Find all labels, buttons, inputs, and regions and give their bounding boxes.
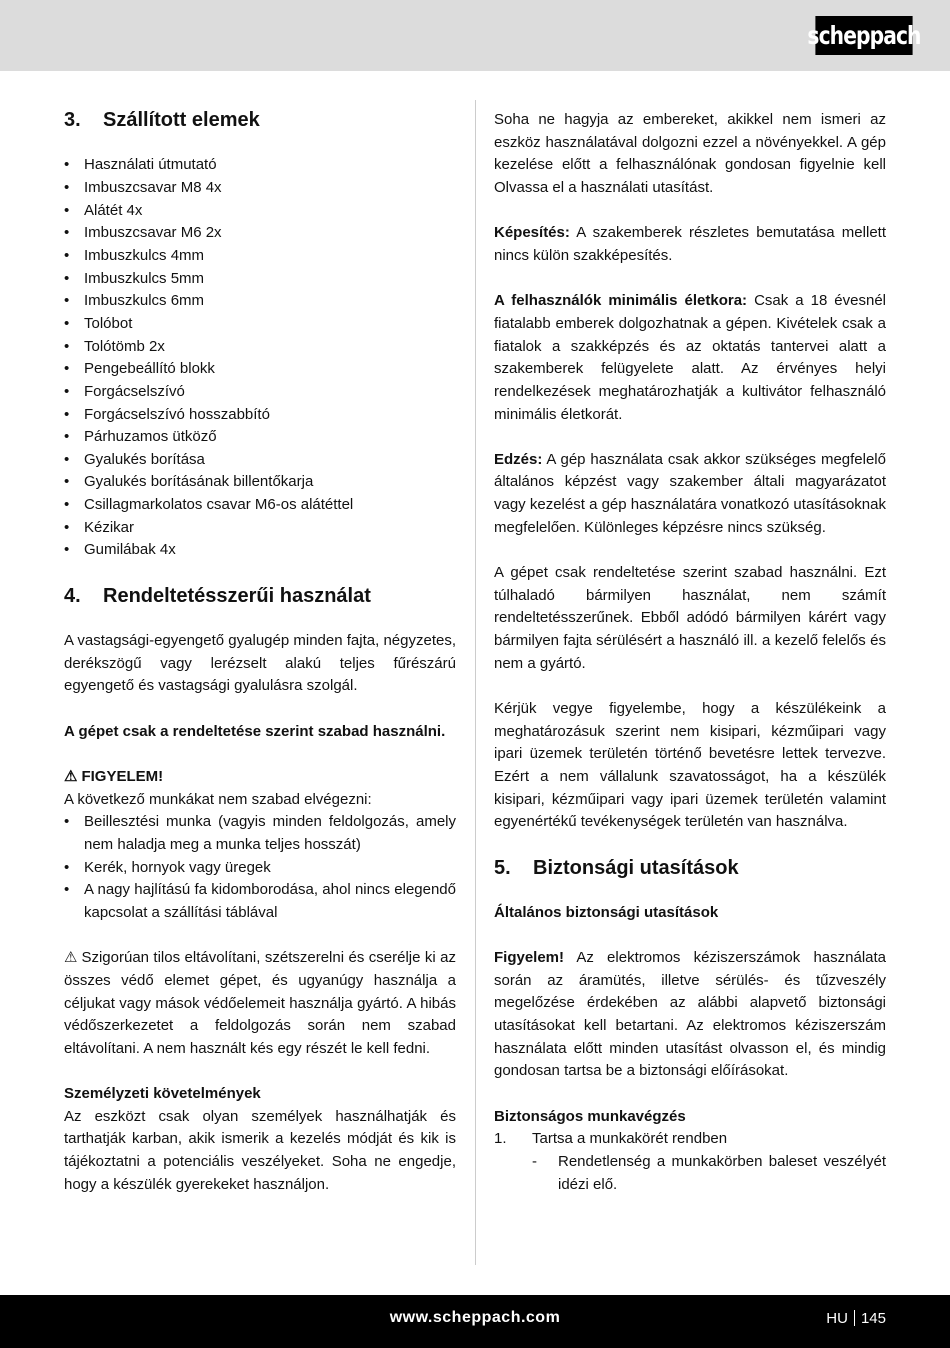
section-number: 3. bbox=[64, 109, 81, 131]
separator bbox=[854, 1310, 855, 1326]
dash-item bbox=[494, 1151, 886, 1196]
safe-work-title: Biztonságos munkavégzés bbox=[494, 1107, 686, 1125]
list-item: • Imbuszkulcs 5mm bbox=[64, 268, 456, 291]
section-title: Szállított elemek bbox=[103, 109, 260, 131]
min-age-text: Csak a 18 évesnél fiatalabb emberek dolgozhatnak a gépen. Kivételek csak a fiatalok a szakképzés és az oktatás tantervei alatt a szakemberek felügyelete alatt. Az érvényes helyi rendelkezések meghatározhatják a kultivátor felhasználó minimális életkorát. bbox=[494, 292, 887, 423]
warning-triangle-icon: ⚠ bbox=[64, 767, 78, 785]
list-item: • Gyalukés borításának billentőkarja bbox=[64, 471, 456, 494]
delivery-items-list bbox=[64, 154, 456, 562]
list-item: • Párhuzamos ütköző bbox=[64, 426, 456, 449]
list-item: • Beillesztési munka (vagyis minden feldolgozás, amely nem haladja meg a munka teljes hosszát) bbox=[64, 811, 456, 856]
section-title: Biztonsági utasítások bbox=[533, 856, 739, 879]
warning-title: FIGYELEM! bbox=[81, 767, 164, 785]
list-item: • Imbuszcsavar M8 4x bbox=[64, 177, 456, 200]
attention-text: Az elektromos kéziszerszámok használata során az áramütés, illetve sérülés- és tűzveszély megelőzése érdekében az alábbi alapvető biztonsági utasításokat kell betartani. Az elektromos kéziszerszám használata előtt minden utasítást olvasson el, és mindig gondosan tartsa be a biztonsági előírásokat. bbox=[494, 949, 886, 1080]
list-item: • Tolótömb 2x bbox=[64, 336, 456, 359]
warning-triangle-icon: ⚠ bbox=[64, 949, 78, 967]
section-title: Rendeltetésszerűi használat bbox=[103, 584, 371, 607]
intended-use-bold: A gépet csak a rendeltetése szerint szabad használni. bbox=[64, 722, 446, 740]
supervision-paragraph: Soha ne hagyja az embereket, akikkel nem ismeri az eszköz használatával dolgozni ezzel a növényekkel. A gép kezelése előtt a felhasználónak gondosan figyelnie kell Olvassa el a használati utasítást. bbox=[494, 111, 886, 196]
dash-text: Rendetlenség a munkakörben baleset veszélyét idézi elő. bbox=[558, 1153, 886, 1193]
page-header bbox=[0, 0, 950, 71]
dash-marker: - bbox=[532, 1153, 537, 1171]
qualification-paragraph bbox=[494, 222, 886, 267]
column-divider bbox=[475, 100, 476, 1265]
section-number: 4. bbox=[64, 584, 81, 607]
right-column bbox=[494, 109, 886, 1196]
use-liability-paragraph: A gépet csak rendeltetése szerint szabad használni. Ezt túlhaladó bármilyen használat, nem számít rendeltetésszerűnek. Ebből adódó bármilyen kárért vagy bármilyen fajta sérülésért a használó ill. a kezelő felelős és nem a gyártó. bbox=[494, 564, 886, 672]
personnel-title: Személyzeti követelmények bbox=[64, 1085, 261, 1103]
list-item: • A nagy hajlítású fa kidomborodása, ahol nincs elegendő kapcsolat a szállítási táblával bbox=[64, 879, 456, 924]
attention-paragraph bbox=[494, 947, 886, 1083]
warning-block bbox=[64, 766, 456, 925]
list-item: • Tolóbot bbox=[64, 313, 456, 336]
qualification-text: A szakemberek részletes bemutatása mellett nincs külön szakképesítés. bbox=[494, 224, 886, 264]
general-safety-title: Általános biztonsági utasítások bbox=[494, 903, 719, 921]
section-number: 5. bbox=[494, 856, 511, 879]
section-4-heading bbox=[64, 585, 456, 608]
page-indicator bbox=[826, 1310, 886, 1327]
training-text: A gép használata csak akkor szükséges megfelelő általános képzést vagy szakember általi magyarázatot vagy kezelést a gép használatára vonatkozó utasításoknak megfelelően. Különleges képzésre nincs szükség. bbox=[494, 450, 886, 536]
personnel-paragraph: Az eszközt csak olyan személyek használhatják és tarthatják karban, akik ismerik a kezelés módját és kik is tájékoztatni a potenciális veszélyeket. Soha ne engedje, hogy a készülék gyerekeket használjon. bbox=[64, 1107, 456, 1193]
item-text: Tartsa a munkakörét rendben bbox=[532, 1130, 728, 1148]
list-item: • Imbuszkulcs 6mm bbox=[64, 290, 456, 313]
personnel-block bbox=[64, 1083, 456, 1196]
training-label: Edzés: bbox=[494, 450, 543, 468]
list-item: • Használati útmutató bbox=[64, 154, 456, 177]
warning-intro: A következő munkákat nem szabad elvégezni: bbox=[64, 790, 372, 808]
forbidden-work-list bbox=[64, 811, 456, 924]
list-item: • Kerék, hornyok vagy üregek bbox=[64, 857, 456, 880]
list-item: • Alátét 4x bbox=[64, 200, 456, 223]
item-number: 1. bbox=[494, 1130, 507, 1148]
list-item: • Kézikar bbox=[64, 517, 456, 540]
page-number: 145 bbox=[860, 1310, 886, 1327]
list-item: • Forgácselszívó hosszabbító bbox=[64, 404, 456, 427]
protection-warning-paragraph bbox=[64, 947, 456, 1060]
attention-label: Figyelem! bbox=[494, 949, 565, 967]
qualification-label: Képesítés: bbox=[494, 224, 570, 242]
list-item: • Gumilábak 4x bbox=[64, 539, 456, 562]
list-item: • Pengebeállító blokk bbox=[64, 358, 456, 381]
page-footer bbox=[0, 1295, 950, 1348]
scheppach-logo: scheppach bbox=[815, 16, 912, 55]
section-3-heading bbox=[64, 109, 456, 132]
commercial-use-paragraph: Kérjük vegye figyelembe, hogy a készülékeink a meghatározásuk szerint nem kisipari, kézműipari vagy ipari üzemek területén történő bevetésre lettek tervezve. Ezért a nem vállalunk szavatosságot, ha a készülék kisipari, kézműipari vagy ipari üzemek területén valamint egyenértékű tevékenységek területén van használva. bbox=[494, 699, 886, 831]
list-item: • Forgácselszívó bbox=[64, 381, 456, 404]
training-paragraph bbox=[494, 449, 886, 540]
numbered-item bbox=[494, 1128, 886, 1151]
website-link[interactable]: www.scheppach.com bbox=[389, 1309, 561, 1326]
warning-text: Szigorúan tilos eltávolítani, szétszerelni és cserélje ki az összes védő elemet gépet, és ugyanúgy használja a céljukat vagy mások védőelemeit használja gyártó. A hibás védőszerkezetet a feldolgozás során nem szabad eltávolítani. A nem használt kés egy részét le kell fedni. bbox=[64, 949, 456, 1057]
list-item: • Imbuszcsavar M6 2x bbox=[64, 222, 456, 245]
list-item: • Gyalukés borítása bbox=[64, 449, 456, 472]
section-5-heading bbox=[494, 857, 886, 880]
left-column bbox=[64, 109, 456, 1196]
intended-use-paragraph: A vastagsági-egyengető gyalugép minden fajta, négyzetes, derékszögű vagy lerézselt alakú teljes fűrészárú egyengető és vastagsági gyalulásra szolgál. bbox=[64, 632, 456, 695]
list-item: • Imbuszkulcs 4mm bbox=[64, 245, 456, 268]
list-item: • Csillagmarkolatos csavar M6-os alátéttel bbox=[64, 494, 456, 517]
language-code: HU bbox=[826, 1310, 848, 1327]
min-age-label: A felhasználók minimális életkora: bbox=[494, 292, 748, 310]
min-age-paragraph bbox=[494, 290, 886, 426]
